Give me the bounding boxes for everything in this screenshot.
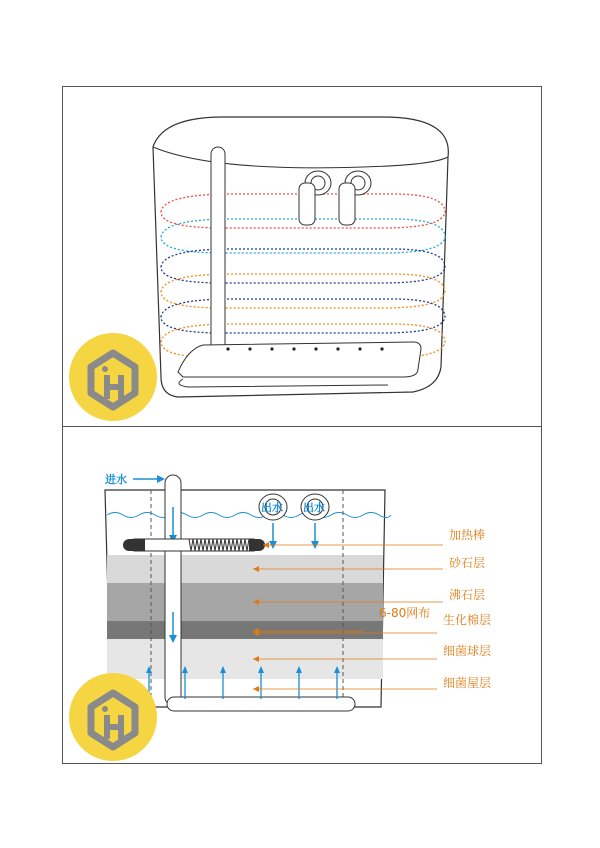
tube-hole [314,347,317,350]
tube-hole [358,347,361,350]
bottom-perforated-tube [178,342,421,377]
outlet-label-1: 出水 [261,501,283,514]
brand-logo-bottom [69,673,157,761]
label-heater: 加热棒 [449,528,486,542]
outlet-label-2: 出水 [303,501,325,514]
tube-hole [380,347,383,350]
section-bottom-pipe [167,697,355,711]
tank-3d-drawing [63,87,541,427]
tank-cross-section-panel [62,426,542,764]
tube-hole [248,347,251,350]
label-bacteria-ball: 细菌球层 [443,644,492,658]
tube-hole [292,347,295,350]
label-bio-sponge: 生化棉层 [443,613,492,627]
tube-hole [336,347,339,350]
tube-hole [226,347,229,350]
layer-bio-sponge [107,621,383,639]
intake-pipe [211,147,225,377]
cross-section-drawing [63,427,541,763]
label-bacteria-house: 细菌屋层 [443,676,492,690]
brand-logo [69,333,157,421]
tube-hole [270,347,273,350]
label-zeolite: 沸石层 [449,588,486,602]
heater-rod [123,539,265,551]
label-mesh: 6-80网布 [379,606,431,620]
tank-3d-panel [62,86,542,428]
inlet-label: 进水 [105,473,127,486]
label-sand: 砂石层 [449,556,486,570]
